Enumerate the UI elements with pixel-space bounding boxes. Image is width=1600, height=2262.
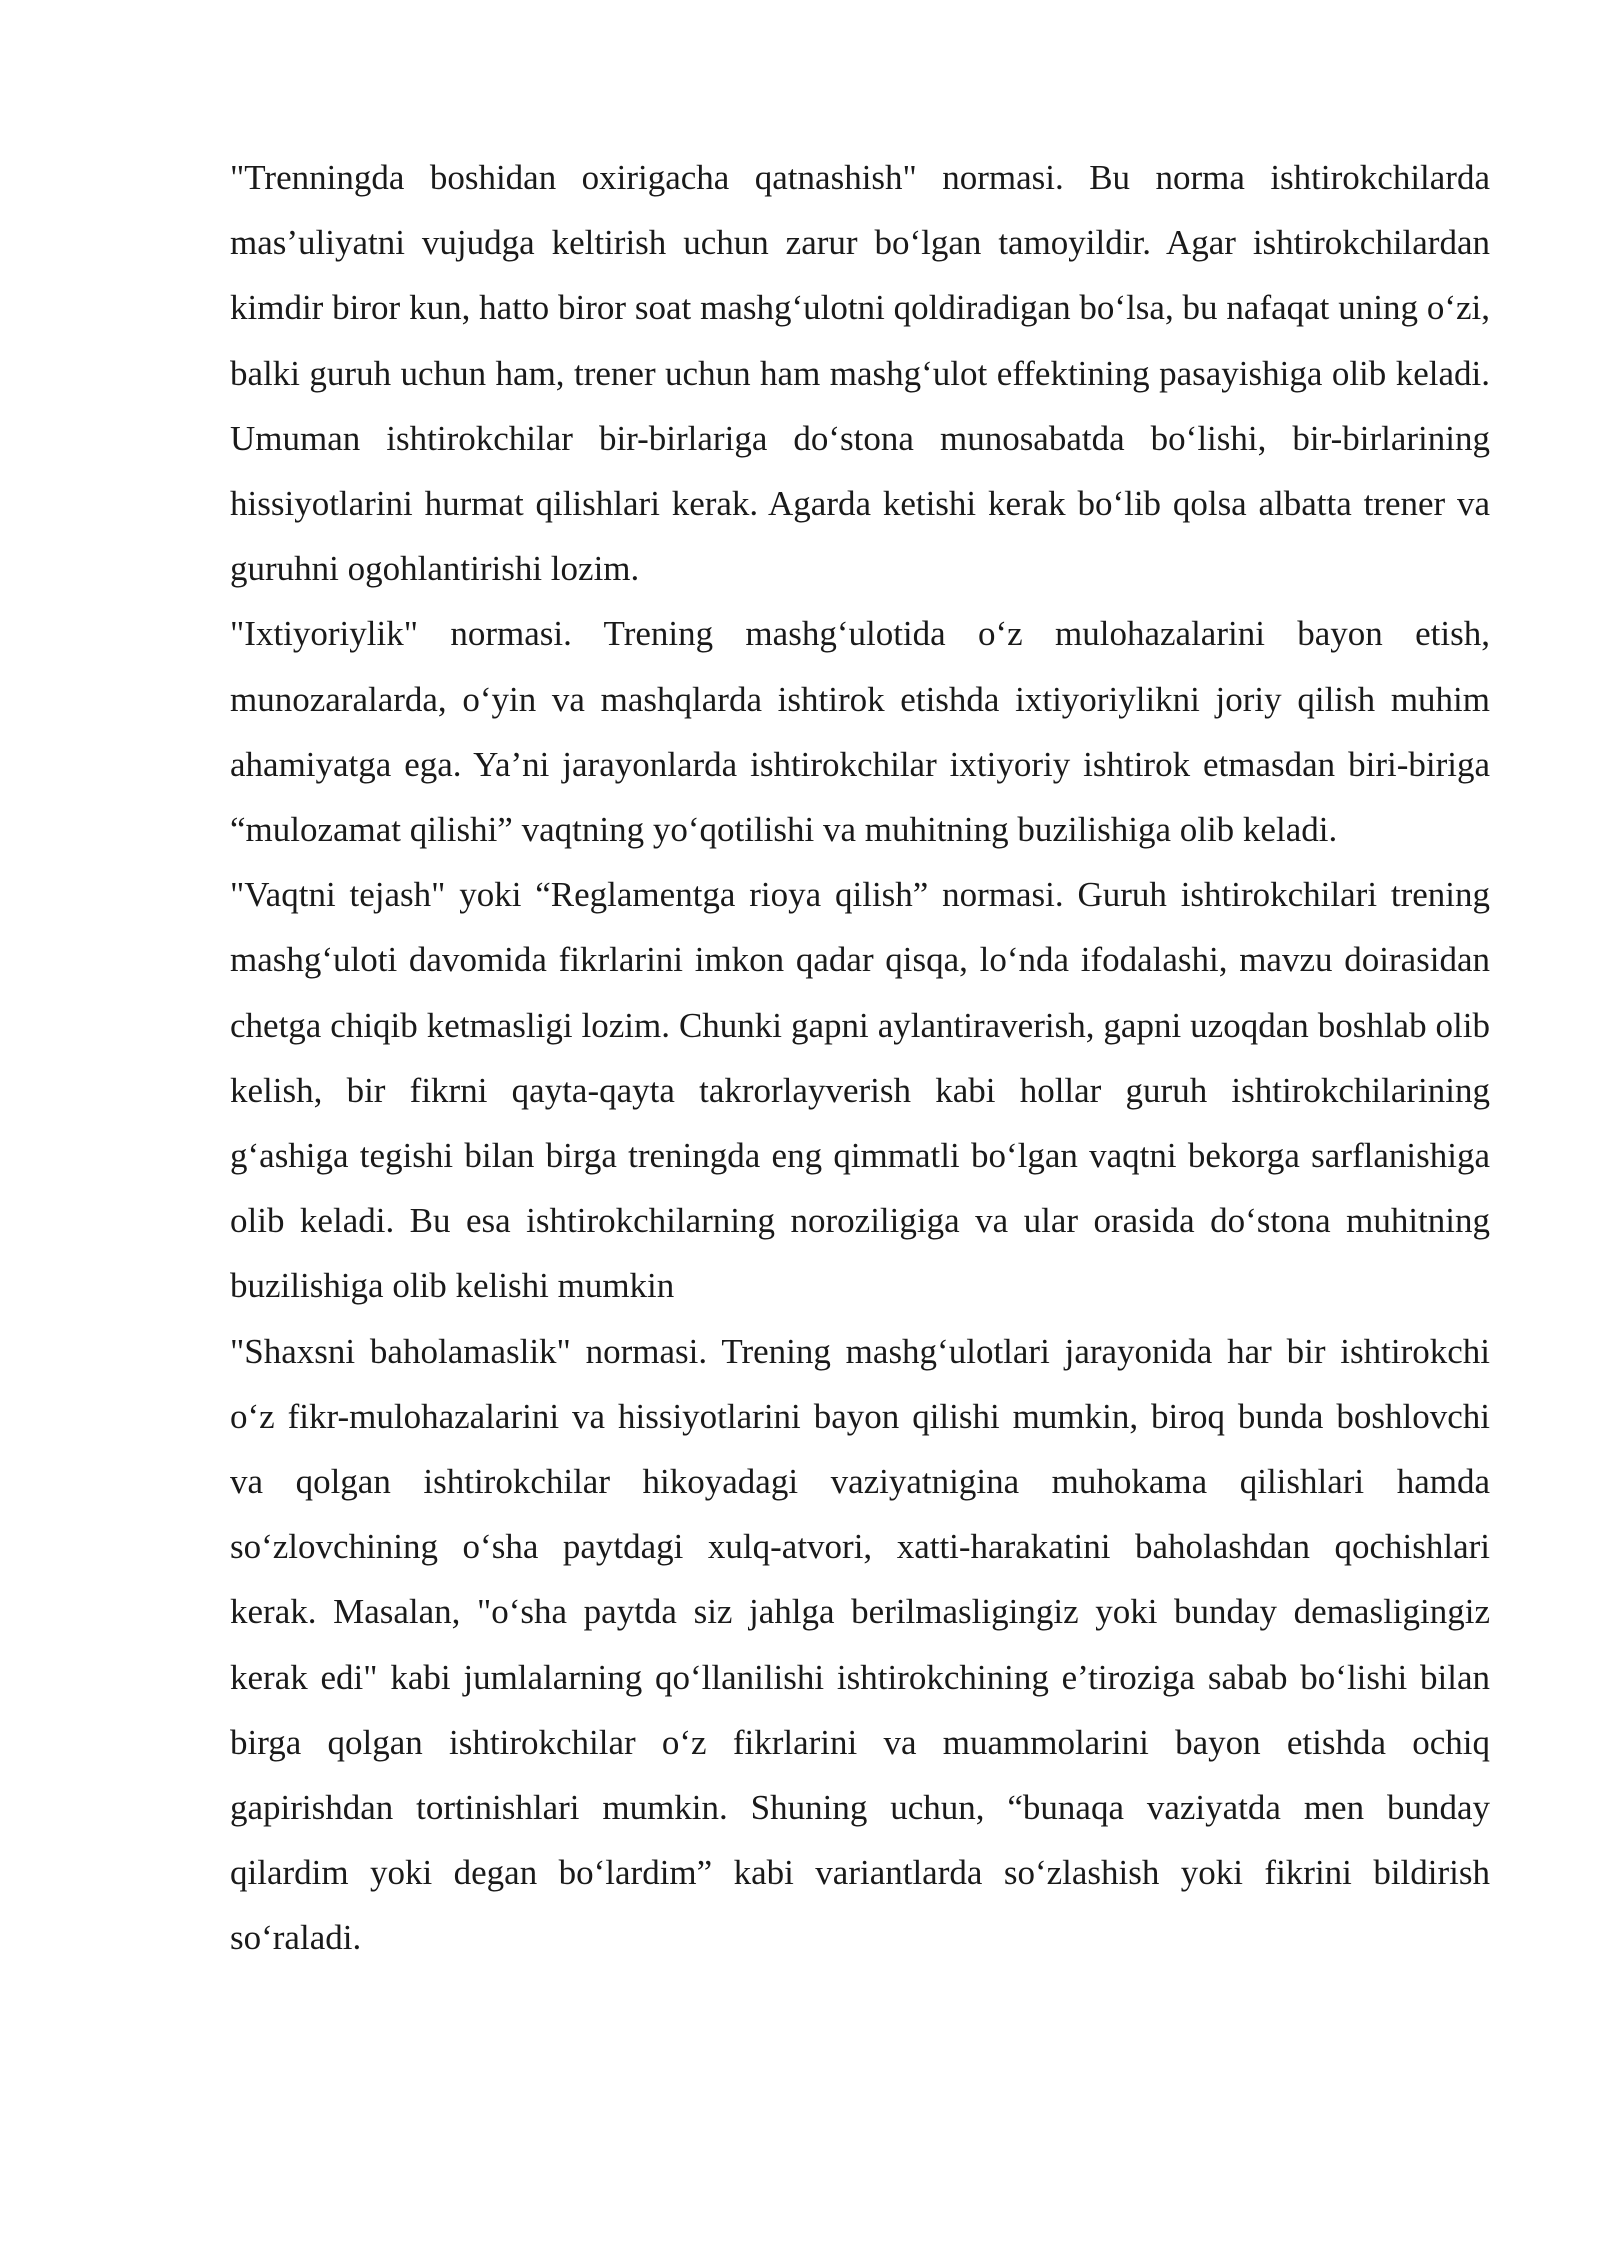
paragraph-non-judgement-norm: "Shaxsni baholamaslik" normasi. Trening mashg‘ulotlari jarayonida har bir ishtirokchi o‘z fikr-mulohazalarini va hissiyotlarini bayon qilishi mumkin, biroq bunda boshlovchi va qolgan ishtirokchilar hikoyadagi vaziyatnigina muhokama qilishlari hamda so‘zlovchining o‘sha paytdagi xulq-atvori, xatti-harakatini baholashdan qochishlari kerak. Masalan, "o‘sha paytda siz jahlga berilmasligingiz yoki bunday demasligingiz kerak edi" kabi jumlalarning qo‘llanilishi ishtirokchining e’tiroziga sabab bo‘lishi bilan birga qolgan ishtirokchilar o‘z fikrlarini va muammolarini bayon etishda ochiq gapirishdan tortinishlari mumkin. Shuning uchun, “bunaqa vaziyatda men bunday qilardim yoki degan bo‘lardim” kabi variantlarda so‘zlashish yoki fikrini bildirish so‘raladi.: [230, 1331, 1490, 1958]
document-body: [230, 145, 1490, 1971]
paragraph-training-attendance-norm: "Trenningda boshidan oxirigacha qatnashish" normasi. Bu norma ishtirokchilarda mas’uliyatni vujudga keltirish uchun zarur bo‘lgan tamoyildir. Agar ishtirokchilardan kimdir biror kun, hatto biror soat mashg‘ulotni qoldiradigan bo‘lsa, bu nafaqat uning o‘zi, balki guruh uchun ham, trener uchun ham mashg‘ulot effektining pasayishiga olib keladi. Umuman ishtirokchilar bir-birlariga do‘stona munosabatda bo‘lishi, bir-birlarining hissiyotlarini hurmat qilishlari kerak. Agarda ketishi kerak bo‘lib qolsa albatta trener va guruhni ogohlantirishi lozim.: [230, 158, 1490, 589]
paragraph-time-saving-norm: "Vaqtni tejash" yoki “Reglamentga rioya qilish” normasi. Guruh ishtirokchilari trening mashg‘uloti davomida fikrlarini imkon qadar qisqa, lo‘nda ifodalashi, mavzu doirasidan chetga chiqib ketmasligi lozim. Chunki gapni aylantiraverish, gapni uzoqdan boshlab olib kelish, bir fikrni qayta-qayta takrorlayverish kabi hollar guruh ishtirokchilarining g‘ashiga tegishi bilan birga treningda eng qimmatli bo‘lgan vaqtni bekorga sarflanishiga olib keladi. Bu esa ishtirokchilarning noroziligiga va ular orasida do‘stona muhitning buzilishiga olib kelishi mumkin: [230, 875, 1490, 1306]
paragraph-voluntariness-norm: "Ixtiyoriylik" normasi. Trening mashg‘ulotida o‘z mulohazalarini bayon etish, munozaralarda, o‘yin va mashqlarda ishtirok etishda ixtiyoriylikni joriy qilish muhim ahamiyatga ega. Ya’ni jarayonlarda ishtirokchilar ixtiyoriy ishtirok etmasdan biri-biriga “mulozamat qilishi” vaqtning yo‘qotilishi va muhitning buzilishiga olib keladi.: [230, 614, 1490, 850]
